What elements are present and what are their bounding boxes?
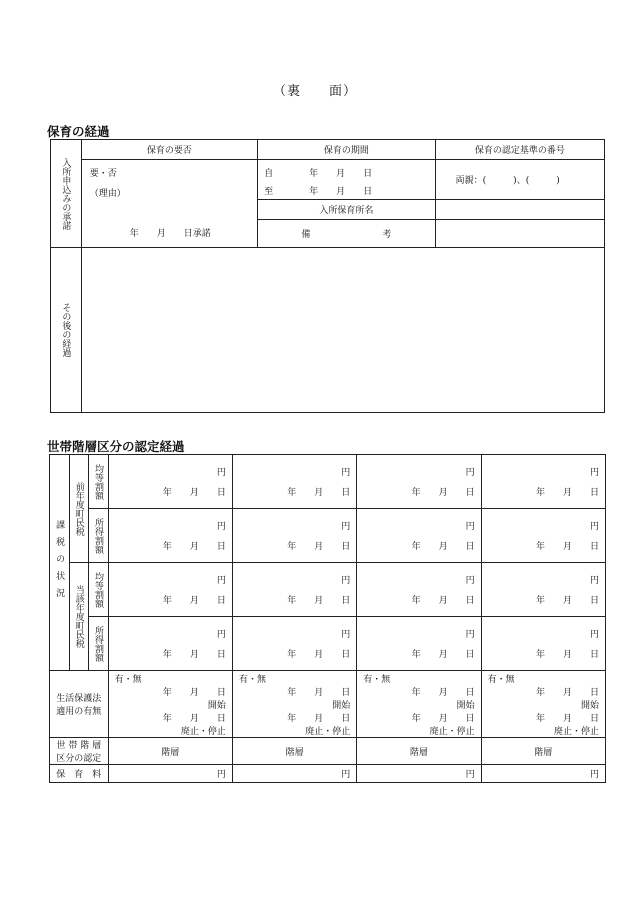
- facility-label: 入所保育所名: [258, 200, 436, 220]
- amount-cell[interactable]: 円 年 月 日: [357, 509, 481, 563]
- welfare-cell[interactable]: 有・無 年 月 日 開始 年 月 日 廃止・停止: [108, 671, 232, 738]
- class-label: 世 帯 階 層 区分の認定: [50, 738, 109, 765]
- section-title-childcare: 保育の経過: [47, 124, 110, 139]
- amount-cell[interactable]: 円 年 月 日: [357, 563, 481, 617]
- welfare-cell[interactable]: 有・無 年 月 日 開始 年 月 日 廃止・停止: [232, 671, 356, 738]
- household-class-table: [49, 454, 606, 783]
- fee-cell[interactable]: 円: [357, 765, 481, 783]
- period-from[interactable]: 自 年 月 日: [264, 169, 373, 179]
- amount-cell[interactable]: 円 年 月 日: [232, 617, 356, 671]
- welfare-cell[interactable]: 有・無 年 月 日 開始 年 月 日 廃止・停止: [481, 671, 605, 738]
- page-title: （裏 面）: [272, 84, 357, 99]
- class-cell[interactable]: 階層: [232, 738, 356, 765]
- amount-cell[interactable]: 円 年 月 日: [357, 455, 481, 509]
- amount-cell[interactable]: 円 年 月 日: [108, 455, 232, 509]
- class-cell[interactable]: 階層: [481, 738, 605, 765]
- after-progress-label: その後の経過: [51, 248, 82, 413]
- reason-label: （理由）: [89, 189, 126, 199]
- welfare-label: 生活保護法 適用の有無: [50, 671, 109, 738]
- remarks-label: 備 考: [258, 220, 436, 248]
- fee-cell[interactable]: 円: [232, 765, 356, 783]
- childcare-progress-table: [50, 139, 605, 413]
- amount-cell[interactable]: 円 年 月 日: [481, 509, 605, 563]
- fee-cell[interactable]: 円: [481, 765, 605, 783]
- necessity-choice[interactable]: 要・否: [89, 169, 117, 179]
- amount-cell[interactable]: 円 年 月 日: [108, 617, 232, 671]
- fee-cell[interactable]: 円: [108, 765, 232, 783]
- class-cell[interactable]: 階層: [108, 738, 232, 765]
- period-to[interactable]: 至 年 月 日: [264, 187, 373, 197]
- amount-cell[interactable]: 円 年 月 日: [108, 509, 232, 563]
- remarks-value[interactable]: [435, 220, 604, 248]
- approval-date[interactable]: 年 月 日承諾: [129, 229, 211, 239]
- welfare-cell[interactable]: 有・無 年 月 日 開始 年 月 日 廃止・停止: [357, 671, 481, 738]
- tax-status-label: 課税の状況: [50, 455, 70, 671]
- period-cell[interactable]: [258, 160, 436, 200]
- header-necessity: 保育の要否: [81, 140, 257, 160]
- equal-share-label: 均等割額: [89, 455, 108, 509]
- fee-label: 保 育 料: [50, 765, 109, 783]
- amount-cell[interactable]: 円 年 月 日: [108, 563, 232, 617]
- admission-approval-label: 入所申込みの承諾: [51, 140, 82, 248]
- prev-year-tax-label: 前年度町民税: [70, 455, 89, 563]
- amount-cell[interactable]: 円 年 月 日: [232, 455, 356, 509]
- header-period: 保育の期間: [258, 140, 436, 160]
- necessity-cell[interactable]: [81, 160, 257, 248]
- equal-share-label: 均等割額: [89, 563, 108, 617]
- facility-value[interactable]: [435, 200, 604, 220]
- header-standard: 保育の認定基準の番号: [435, 140, 604, 160]
- amount-cell[interactable]: 円 年 月 日: [481, 455, 605, 509]
- section-title-household: 世帯階層区分の認定経過: [47, 439, 185, 454]
- amount-cell[interactable]: 円 年 月 日: [357, 617, 481, 671]
- amount-cell[interactable]: 円 年 月 日: [481, 563, 605, 617]
- parents-standard[interactable]: 両親：( )、( ): [435, 160, 604, 200]
- amount-cell[interactable]: 円 年 月 日: [481, 617, 605, 671]
- after-progress-body[interactable]: [81, 248, 604, 413]
- income-share-label: 所得割額: [89, 509, 108, 563]
- amount-cell[interactable]: 円 年 月 日: [232, 509, 356, 563]
- curr-year-tax-label: 当該年度町民税: [70, 563, 89, 671]
- income-share-label: 所得割額: [89, 617, 108, 671]
- class-cell[interactable]: 階層: [357, 738, 481, 765]
- amount-cell[interactable]: 円 年 月 日: [232, 563, 356, 617]
